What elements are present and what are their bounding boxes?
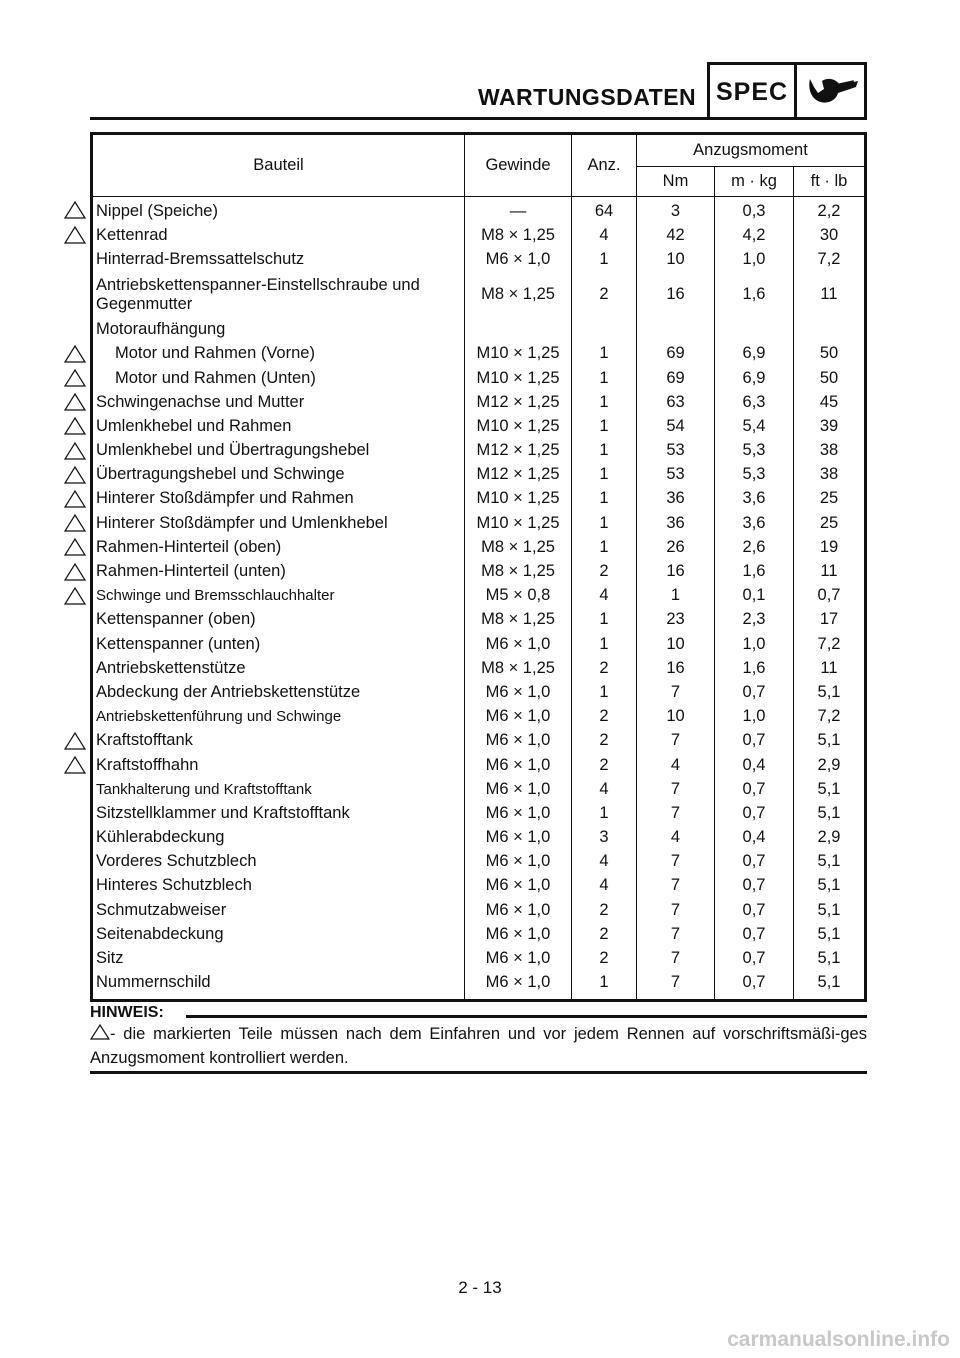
nm-cell: 69 (637, 366, 715, 390)
qty-cell: 64 (572, 197, 637, 224)
part-cell: Seitenabdeckung (92, 922, 465, 946)
table-row (92, 414, 866, 438)
nm-cell: 42 (637, 223, 715, 247)
part-cell: Kraftstofftank (92, 729, 465, 753)
part-cell: Umlenkhebel und Übertragungshebel (92, 439, 465, 463)
nm-cell: 16 (637, 272, 715, 318)
mkg-cell: 1,0 (715, 632, 794, 656)
qty-cell: 4 (572, 223, 637, 247)
part-cell: Übertragungshebel und Schwinge (92, 463, 465, 487)
part-cell: Tankhalterung und Kraftstofftank (92, 777, 465, 801)
thread-cell: M6 × 1,0 (465, 632, 572, 656)
thread-cell: M8 × 1,25 (465, 535, 572, 559)
part-cell: Antriebskettenführung und Schwinge (92, 705, 465, 729)
table-row (92, 971, 866, 1001)
thread-cell: — (465, 197, 572, 224)
table-row (92, 946, 866, 970)
part-cell: Hinterer Stoßdämpfer und Rahmen (92, 487, 465, 511)
qty-cell: 1 (572, 632, 637, 656)
mkg-cell: 0,7 (715, 971, 794, 1001)
ftlb-cell: 11 (794, 656, 866, 680)
thread-cell: M10 × 1,25 (465, 414, 572, 438)
mkg-cell: 1,6 (715, 656, 794, 680)
nm-cell: 53 (637, 439, 715, 463)
note-bottom-rule (90, 1071, 867, 1074)
table-row (92, 705, 866, 729)
nm-cell: 7 (637, 729, 715, 753)
part-cell: Hinterrad-Bremssattelschutz (92, 247, 465, 271)
watermark: carmanualsonline.info (727, 1328, 950, 1351)
thread-cell: M6 × 1,0 (465, 729, 572, 753)
part-cell: Vorderes Schutzblech (92, 850, 465, 874)
triangle-mark-icon (64, 587, 86, 605)
ftlb-cell: 5,1 (794, 680, 866, 704)
mkg-cell: 0,7 (715, 874, 794, 898)
thread-cell: M10 × 1,25 (465, 366, 572, 390)
qty-cell: 1 (572, 535, 637, 559)
qty-cell: 4 (572, 777, 637, 801)
ftlb-cell: 5,1 (794, 898, 866, 922)
ftlb-cell: 2,9 (794, 753, 866, 777)
thread-cell: M5 × 0,8 (465, 584, 572, 608)
table-body (92, 197, 866, 1001)
table-row (92, 680, 866, 704)
ftlb-cell: 38 (794, 439, 866, 463)
nm-cell: 10 (637, 632, 715, 656)
nm-cell: 7 (637, 801, 715, 825)
thread-cell: M6 × 1,0 (465, 801, 572, 825)
note-rule (186, 1015, 867, 1018)
part-cell: Umlenkhebel und Rahmen (92, 414, 465, 438)
table-row (92, 777, 866, 801)
ftlb-cell: 7,2 (794, 705, 866, 729)
qty-cell: 2 (572, 753, 637, 777)
header-mkg: m · kg (715, 167, 794, 197)
thread-cell: M10 × 1,25 (465, 511, 572, 535)
note-heading: HINWEIS: (90, 1004, 164, 1021)
thread-cell: M8 × 1,25 (465, 559, 572, 583)
qty-cell: 4 (572, 874, 637, 898)
thread-cell: M6 × 1,0 (465, 705, 572, 729)
table-row (92, 922, 866, 946)
table-row (92, 850, 866, 874)
table-row (92, 318, 866, 342)
header-nm: Nm (637, 167, 715, 197)
part-cell: Nummernschild (92, 971, 465, 1001)
table-row (92, 608, 866, 632)
triangle-mark-icon (64, 514, 86, 532)
nm-cell: 7 (637, 850, 715, 874)
part-cell: Kettenrad (92, 223, 465, 247)
nm-cell: 7 (637, 777, 715, 801)
table-row (92, 390, 866, 414)
mkg-cell: 0,4 (715, 753, 794, 777)
part-cell: Sitzstellklammer und Kraftstofftank (92, 801, 465, 825)
qty-cell (572, 318, 637, 342)
ftlb-cell: 5,1 (794, 922, 866, 946)
mkg-cell: 3,6 (715, 487, 794, 511)
page-title: WARTUNGSDATEN (478, 84, 697, 110)
header-thread: Gewinde (465, 134, 572, 197)
qty-cell: 4 (572, 584, 637, 608)
mkg-cell: 6,9 (715, 342, 794, 366)
nm-cell: 63 (637, 390, 715, 414)
triangle-mark-icon (64, 417, 86, 435)
triangle-mark-icon (64, 563, 86, 581)
thread-cell: M8 × 1,25 (465, 608, 572, 632)
ftlb-cell: 5,1 (794, 850, 866, 874)
part-cell: Nippel (Speiche) (92, 197, 465, 224)
qty-cell: 1 (572, 247, 637, 271)
mkg-cell: 4,2 (715, 223, 794, 247)
ftlb-cell: 45 (794, 390, 866, 414)
qty-cell: 1 (572, 463, 637, 487)
ftlb-cell: 17 (794, 608, 866, 632)
ftlb-cell: 11 (794, 559, 866, 583)
triangle-mark-icon (64, 732, 86, 750)
mkg-cell: 0,3 (715, 197, 794, 224)
thread-cell: M6 × 1,0 (465, 753, 572, 777)
triangle-mark-icon (64, 442, 86, 460)
nm-cell: 53 (637, 463, 715, 487)
ftlb-cell: 30 (794, 223, 866, 247)
part-cell: Kettenspanner (unten) (92, 632, 465, 656)
mkg-cell: 1,0 (715, 247, 794, 271)
mkg-cell: 0,7 (715, 922, 794, 946)
table-row (92, 826, 866, 850)
ftlb-cell: 38 (794, 463, 866, 487)
mkg-cell: 0,7 (715, 898, 794, 922)
nm-cell: 7 (637, 946, 715, 970)
table-row (92, 463, 866, 487)
ftlb-cell: 19 (794, 535, 866, 559)
nm-cell: 36 (637, 511, 715, 535)
ftlb-cell: 5,1 (794, 777, 866, 801)
qty-cell: 1 (572, 366, 637, 390)
qty-cell: 1 (572, 511, 637, 535)
thread-cell: M8 × 1,25 (465, 656, 572, 680)
part-cell: Schwingenachse und Mutter (92, 390, 465, 414)
nm-cell: 7 (637, 922, 715, 946)
thread-cell: M12 × 1,25 (465, 463, 572, 487)
part-cell: Kraftstoffhahn (92, 753, 465, 777)
part-cell: Sitz (92, 946, 465, 970)
nm-cell: 7 (637, 898, 715, 922)
mkg-cell: 0,7 (715, 946, 794, 970)
nm-cell: 4 (637, 826, 715, 850)
nm-cell: 1 (637, 584, 715, 608)
ftlb-cell: 2,9 (794, 826, 866, 850)
ftlb-cell: 50 (794, 366, 866, 390)
triangle-mark-icon (64, 756, 86, 774)
nm-cell: 54 (637, 414, 715, 438)
table-row (92, 535, 866, 559)
mkg-cell: 0,7 (715, 680, 794, 704)
table-row (92, 729, 866, 753)
mkg-cell: 0,7 (715, 850, 794, 874)
part-cell: Motoraufhängung (92, 318, 465, 342)
part-cell: Abdeckung der Antriebskettenstütze (92, 680, 465, 704)
triangle-mark-icon (90, 1024, 110, 1040)
thread-cell (465, 318, 572, 342)
qty-cell: 3 (572, 826, 637, 850)
triangle-mark-icon (64, 345, 86, 363)
part-cell: Rahmen-Hinterteil (oben) (92, 535, 465, 559)
nm-cell: 7 (637, 874, 715, 898)
triangle-mark-icon (64, 226, 86, 244)
table-row (92, 584, 866, 608)
mkg-cell: 1,6 (715, 272, 794, 318)
thread-cell: M8 × 1,25 (465, 272, 572, 318)
nm-cell: 69 (637, 342, 715, 366)
torque-spec-table (90, 132, 867, 1002)
qty-cell: 1 (572, 439, 637, 463)
thread-cell: M6 × 1,0 (465, 850, 572, 874)
nm-cell: 23 (637, 608, 715, 632)
table-row (92, 753, 866, 777)
badge-divider (794, 65, 797, 117)
table-row (92, 632, 866, 656)
mkg-cell: 6,3 (715, 390, 794, 414)
ftlb-cell: 5,1 (794, 946, 866, 970)
mkg-cell: 0,7 (715, 801, 794, 825)
ftlb-cell: 0,7 (794, 584, 866, 608)
part-cell: Schwinge und Bremsschlauchhalter (92, 584, 465, 608)
thread-cell: M6 × 1,0 (465, 898, 572, 922)
qty-cell: 2 (572, 729, 637, 753)
ftlb-cell: 2,2 (794, 197, 866, 224)
ftlb-cell: 25 (794, 511, 866, 535)
table-row (92, 656, 866, 680)
thread-cell: M6 × 1,0 (465, 826, 572, 850)
ftlb-cell: 5,1 (794, 874, 866, 898)
ftlb-cell: 7,2 (794, 247, 866, 271)
mkg-cell: 2,3 (715, 608, 794, 632)
table-row (92, 366, 866, 390)
mkg-cell (715, 318, 794, 342)
spec-badge (707, 62, 867, 120)
mkg-cell: 5,3 (715, 463, 794, 487)
table-row (92, 487, 866, 511)
thread-cell: M6 × 1,0 (465, 971, 572, 1001)
qty-cell: 2 (572, 559, 637, 583)
mkg-cell: 5,4 (715, 414, 794, 438)
nm-cell: 16 (637, 656, 715, 680)
header-ftlb: ft · lb (794, 167, 866, 197)
thread-cell: M12 × 1,25 (465, 390, 572, 414)
qty-cell: 2 (572, 272, 637, 318)
qty-cell: 1 (572, 971, 637, 1001)
part-cell: Antriebskettenstütze (92, 656, 465, 680)
qty-cell: 1 (572, 414, 637, 438)
ftlb-cell: 50 (794, 342, 866, 366)
part-cell: Rahmen-Hinterteil (unten) (92, 559, 465, 583)
qty-cell: 2 (572, 656, 637, 680)
mkg-cell: 0,4 (715, 826, 794, 850)
mkg-cell: 2,6 (715, 535, 794, 559)
header-part: Bauteil (92, 134, 465, 197)
part-cell: Schmutzabweiser (92, 898, 465, 922)
table-row (92, 223, 866, 247)
table-row (92, 272, 866, 318)
note-text-block (90, 1022, 867, 1070)
qty-cell: 1 (572, 342, 637, 366)
part-cell: Kühlerabdeckung (92, 826, 465, 850)
mkg-cell: 3,6 (715, 511, 794, 535)
table-row (92, 898, 866, 922)
table-row (92, 342, 866, 366)
thread-cell: M8 × 1,25 (465, 223, 572, 247)
qty-cell: 2 (572, 898, 637, 922)
qty-cell: 1 (572, 487, 637, 511)
table-row (92, 874, 866, 898)
nm-cell (637, 318, 715, 342)
table-row (92, 511, 866, 535)
qty-cell: 1 (572, 608, 637, 632)
qty-cell: 1 (572, 680, 637, 704)
header-torque: Anzugsmoment (637, 134, 866, 167)
title-underline (90, 117, 710, 120)
part-cell: Motor und Rahmen (Vorne) (92, 342, 465, 366)
thread-cell: M10 × 1,25 (465, 487, 572, 511)
part-cell: Antriebskettenspanner-Einstellschraube und Gegenmutter (92, 272, 465, 318)
ftlb-cell: 5,1 (794, 971, 866, 1001)
nm-cell: 26 (637, 535, 715, 559)
nm-cell: 10 (637, 247, 715, 271)
ftlb-cell: 7,2 (794, 632, 866, 656)
qty-cell: 2 (572, 946, 637, 970)
ftlb-cell: 5,1 (794, 801, 866, 825)
thread-cell: M6 × 1,0 (465, 247, 572, 271)
nm-cell: 16 (637, 559, 715, 583)
nm-cell: 3 (637, 197, 715, 224)
table-row (92, 439, 866, 463)
ftlb-cell: 5,1 (794, 729, 866, 753)
part-cell: Kettenspanner (oben) (92, 608, 465, 632)
mkg-cell: 5,3 (715, 439, 794, 463)
spec-label: SPEC (716, 78, 789, 106)
table-row (92, 247, 866, 271)
nm-cell: 10 (637, 705, 715, 729)
thread-cell: M6 × 1,0 (465, 680, 572, 704)
mkg-cell: 1,0 (715, 705, 794, 729)
mkg-cell: 0,7 (715, 777, 794, 801)
nm-cell: 4 (637, 753, 715, 777)
triangle-mark-icon (64, 201, 86, 219)
triangle-mark-icon (64, 393, 86, 411)
header-qty: Anz. (572, 134, 637, 197)
triangle-mark-icon (64, 466, 86, 484)
table-row (92, 559, 866, 583)
triangle-mark-icon (64, 369, 86, 387)
nm-cell: 7 (637, 971, 715, 1001)
qty-cell: 4 (572, 850, 637, 874)
part-cell: Hinterer Stoßdämpfer und Umlenkhebel (92, 511, 465, 535)
part-cell: Motor und Rahmen (Unten) (92, 366, 465, 390)
table-row (92, 801, 866, 825)
ftlb-cell (794, 318, 866, 342)
thread-cell: M6 × 1,0 (465, 946, 572, 970)
qty-cell: 2 (572, 705, 637, 729)
part-cell: Hinteres Schutzblech (92, 874, 465, 898)
qty-cell: 1 (572, 801, 637, 825)
nm-cell: 36 (637, 487, 715, 511)
page-number: 2 - 13 (458, 1278, 502, 1297)
mkg-cell: 0,7 (715, 729, 794, 753)
qty-cell: 2 (572, 922, 637, 946)
table-row (92, 197, 866, 224)
qty-cell: 1 (572, 390, 637, 414)
thread-cell: M6 × 1,0 (465, 777, 572, 801)
ftlb-cell: 11 (794, 272, 866, 318)
mkg-cell: 0,1 (715, 584, 794, 608)
ftlb-cell: 39 (794, 414, 866, 438)
mkg-cell: 1,6 (715, 559, 794, 583)
nm-cell: 7 (637, 680, 715, 704)
thread-cell: M6 × 1,0 (465, 874, 572, 898)
wrench-icon (806, 75, 860, 107)
triangle-mark-icon (64, 490, 86, 508)
thread-cell: M12 × 1,25 (465, 439, 572, 463)
note-text: - die markierten Teile müssen nach dem Einfahren und vor jedem Rennen auf vorschriftsmäßi-ges Anzugsmoment kontrolliert werden. (90, 1025, 867, 1067)
triangle-mark-icon (64, 538, 86, 556)
thread-cell: M10 × 1,25 (465, 342, 572, 366)
thread-cell: M6 × 1,0 (465, 922, 572, 946)
ftlb-cell: 25 (794, 487, 866, 511)
mkg-cell: 6,9 (715, 366, 794, 390)
